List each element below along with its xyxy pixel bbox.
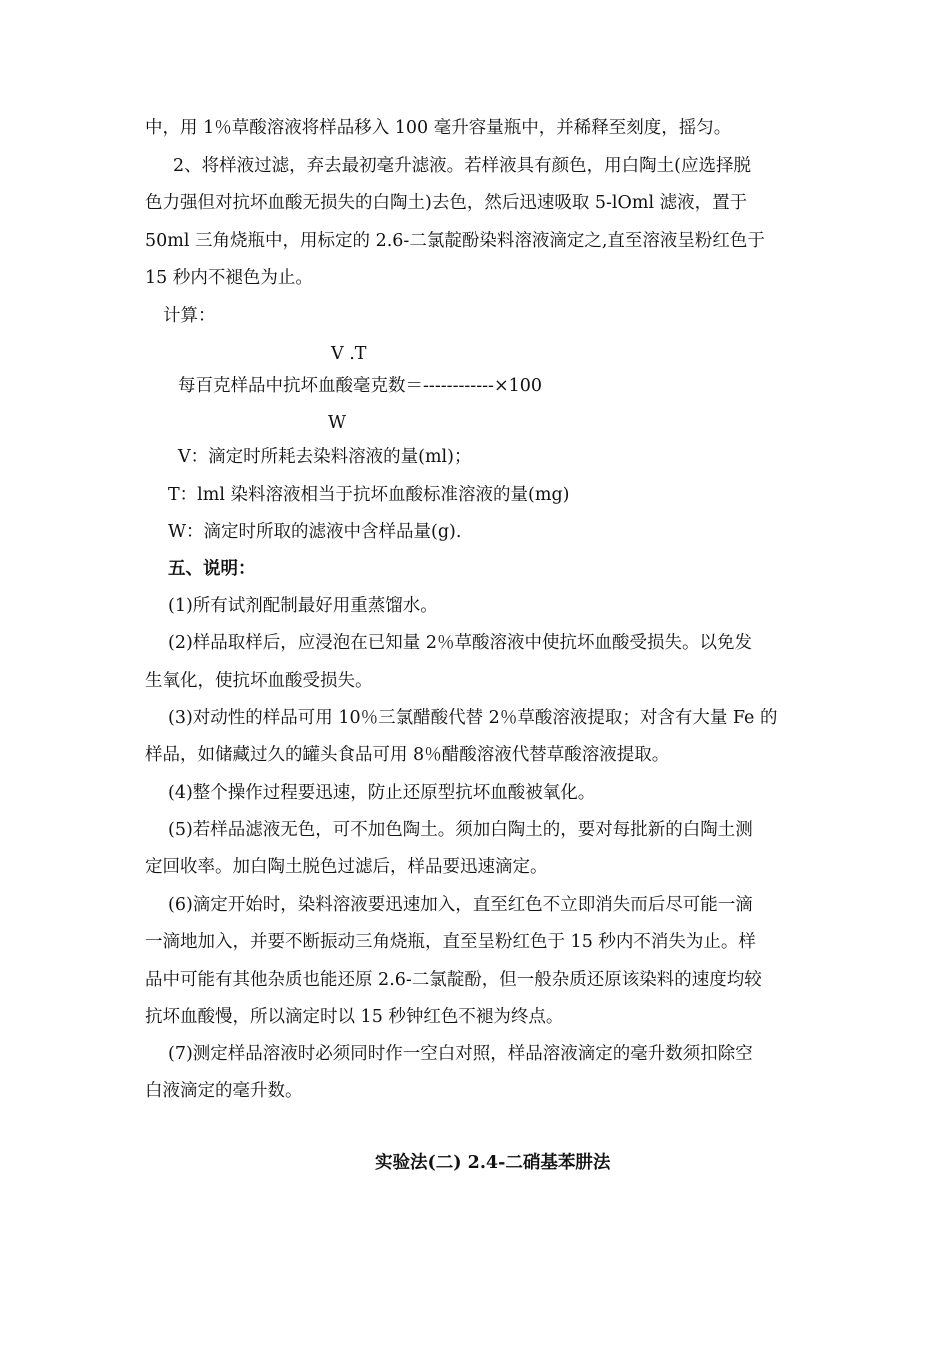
section-title: 实验法(二) 2.4-二硝基苯肼法 bbox=[375, 1153, 611, 1173]
note-item: (2)样品取样后，应浸泡在已知量 2％草酸溶液中使抗坏血酸受损失。以免发 bbox=[168, 633, 752, 653]
variable-definition: T：lml 染料溶液相当于抗坏血酸标准溶液的量(mg) bbox=[168, 485, 570, 505]
note-item: (6)滴定开始时，染料溶液要迅速加入，直至红色不立即消失而后尽可能一滴 bbox=[168, 895, 753, 915]
text-line: 品中可能有其他杂质也能还原 2.6-二氯靛酚，但一般杂质还原该染料的速度均较 bbox=[145, 970, 762, 990]
text-line: 定回收率。加白陶土脱色过滤后，样品要迅速滴定。 bbox=[145, 857, 548, 877]
formula-main: 每百克样品中抗坏血酸毫克数＝------------×100 bbox=[178, 376, 543, 396]
note-item: (4)整个操作过程要迅速，防止还原型抗坏血酸被氧化。 bbox=[168, 783, 596, 803]
note-item: (7)测定样品溶液时必须同时作一空白对照，样品溶液滴定的毫升数须扣除空 bbox=[168, 1044, 753, 1064]
text-line: 生氧化，使抗坏血酸受损失。 bbox=[145, 671, 373, 691]
text-line: 中，用 1％草酸溶液将样品移入 100 毫升容量瓶中，并稀释至刻度，摇匀。 bbox=[145, 118, 732, 138]
text-line: 50ml 三角烧瓶中，用标定的 2.6-二氯靛酚染料溶液滴定之,直至溶液呈粉红色于 bbox=[145, 231, 765, 251]
text-line: 白液滴定的毫升数。 bbox=[145, 1081, 303, 1101]
variable-definition: V：滴定时所耗去染料溶液的量(ml)； bbox=[178, 447, 472, 467]
text-line: 2、将样液过滤，弃去最初毫升滤液。若样液具有颜色，用白陶土(应选择脱 bbox=[173, 156, 751, 176]
variable-definition: W：滴定时所取的滤液中含样品量(g). bbox=[168, 522, 462, 542]
text-line: 样品，如储藏过久的罐头食品可用 8％醋酸溶液代替草酸溶液提取。 bbox=[145, 745, 670, 765]
note-item: (5)若样品滤液无色，可不加色陶土。须加白陶土的，要对每批新的白陶土测 bbox=[168, 820, 753, 840]
text-line: 色力强但对抗坏血酸无损失的白陶土)去色，然后迅速吸取 5-lOml 滤液，置于 bbox=[145, 193, 748, 213]
formula-numerator: V .T bbox=[331, 344, 367, 364]
note-item: (3)对动性的样品可用 10％三氯醋酸代替 2％草酸溶液提取；对含有大量 Fe 的 bbox=[168, 708, 778, 728]
text-line: 抗坏血酸慢，所以滴定时以 15 秒钟红色不褪为终点。 bbox=[145, 1007, 564, 1027]
text-line: 15 秒内不褪色为止。 bbox=[145, 268, 313, 288]
section-heading: 五、说明： bbox=[168, 559, 256, 579]
text-line: 计算： bbox=[163, 306, 216, 326]
note-item: (1)所有试剂配制最好用重蒸馏水。 bbox=[168, 596, 438, 616]
formula-denominator: W bbox=[328, 413, 346, 433]
text-line: 一滴地加入，并要不断振动三角烧瓶，直至呈粉红色于 15 秒内不消失为止。样 bbox=[145, 932, 756, 952]
